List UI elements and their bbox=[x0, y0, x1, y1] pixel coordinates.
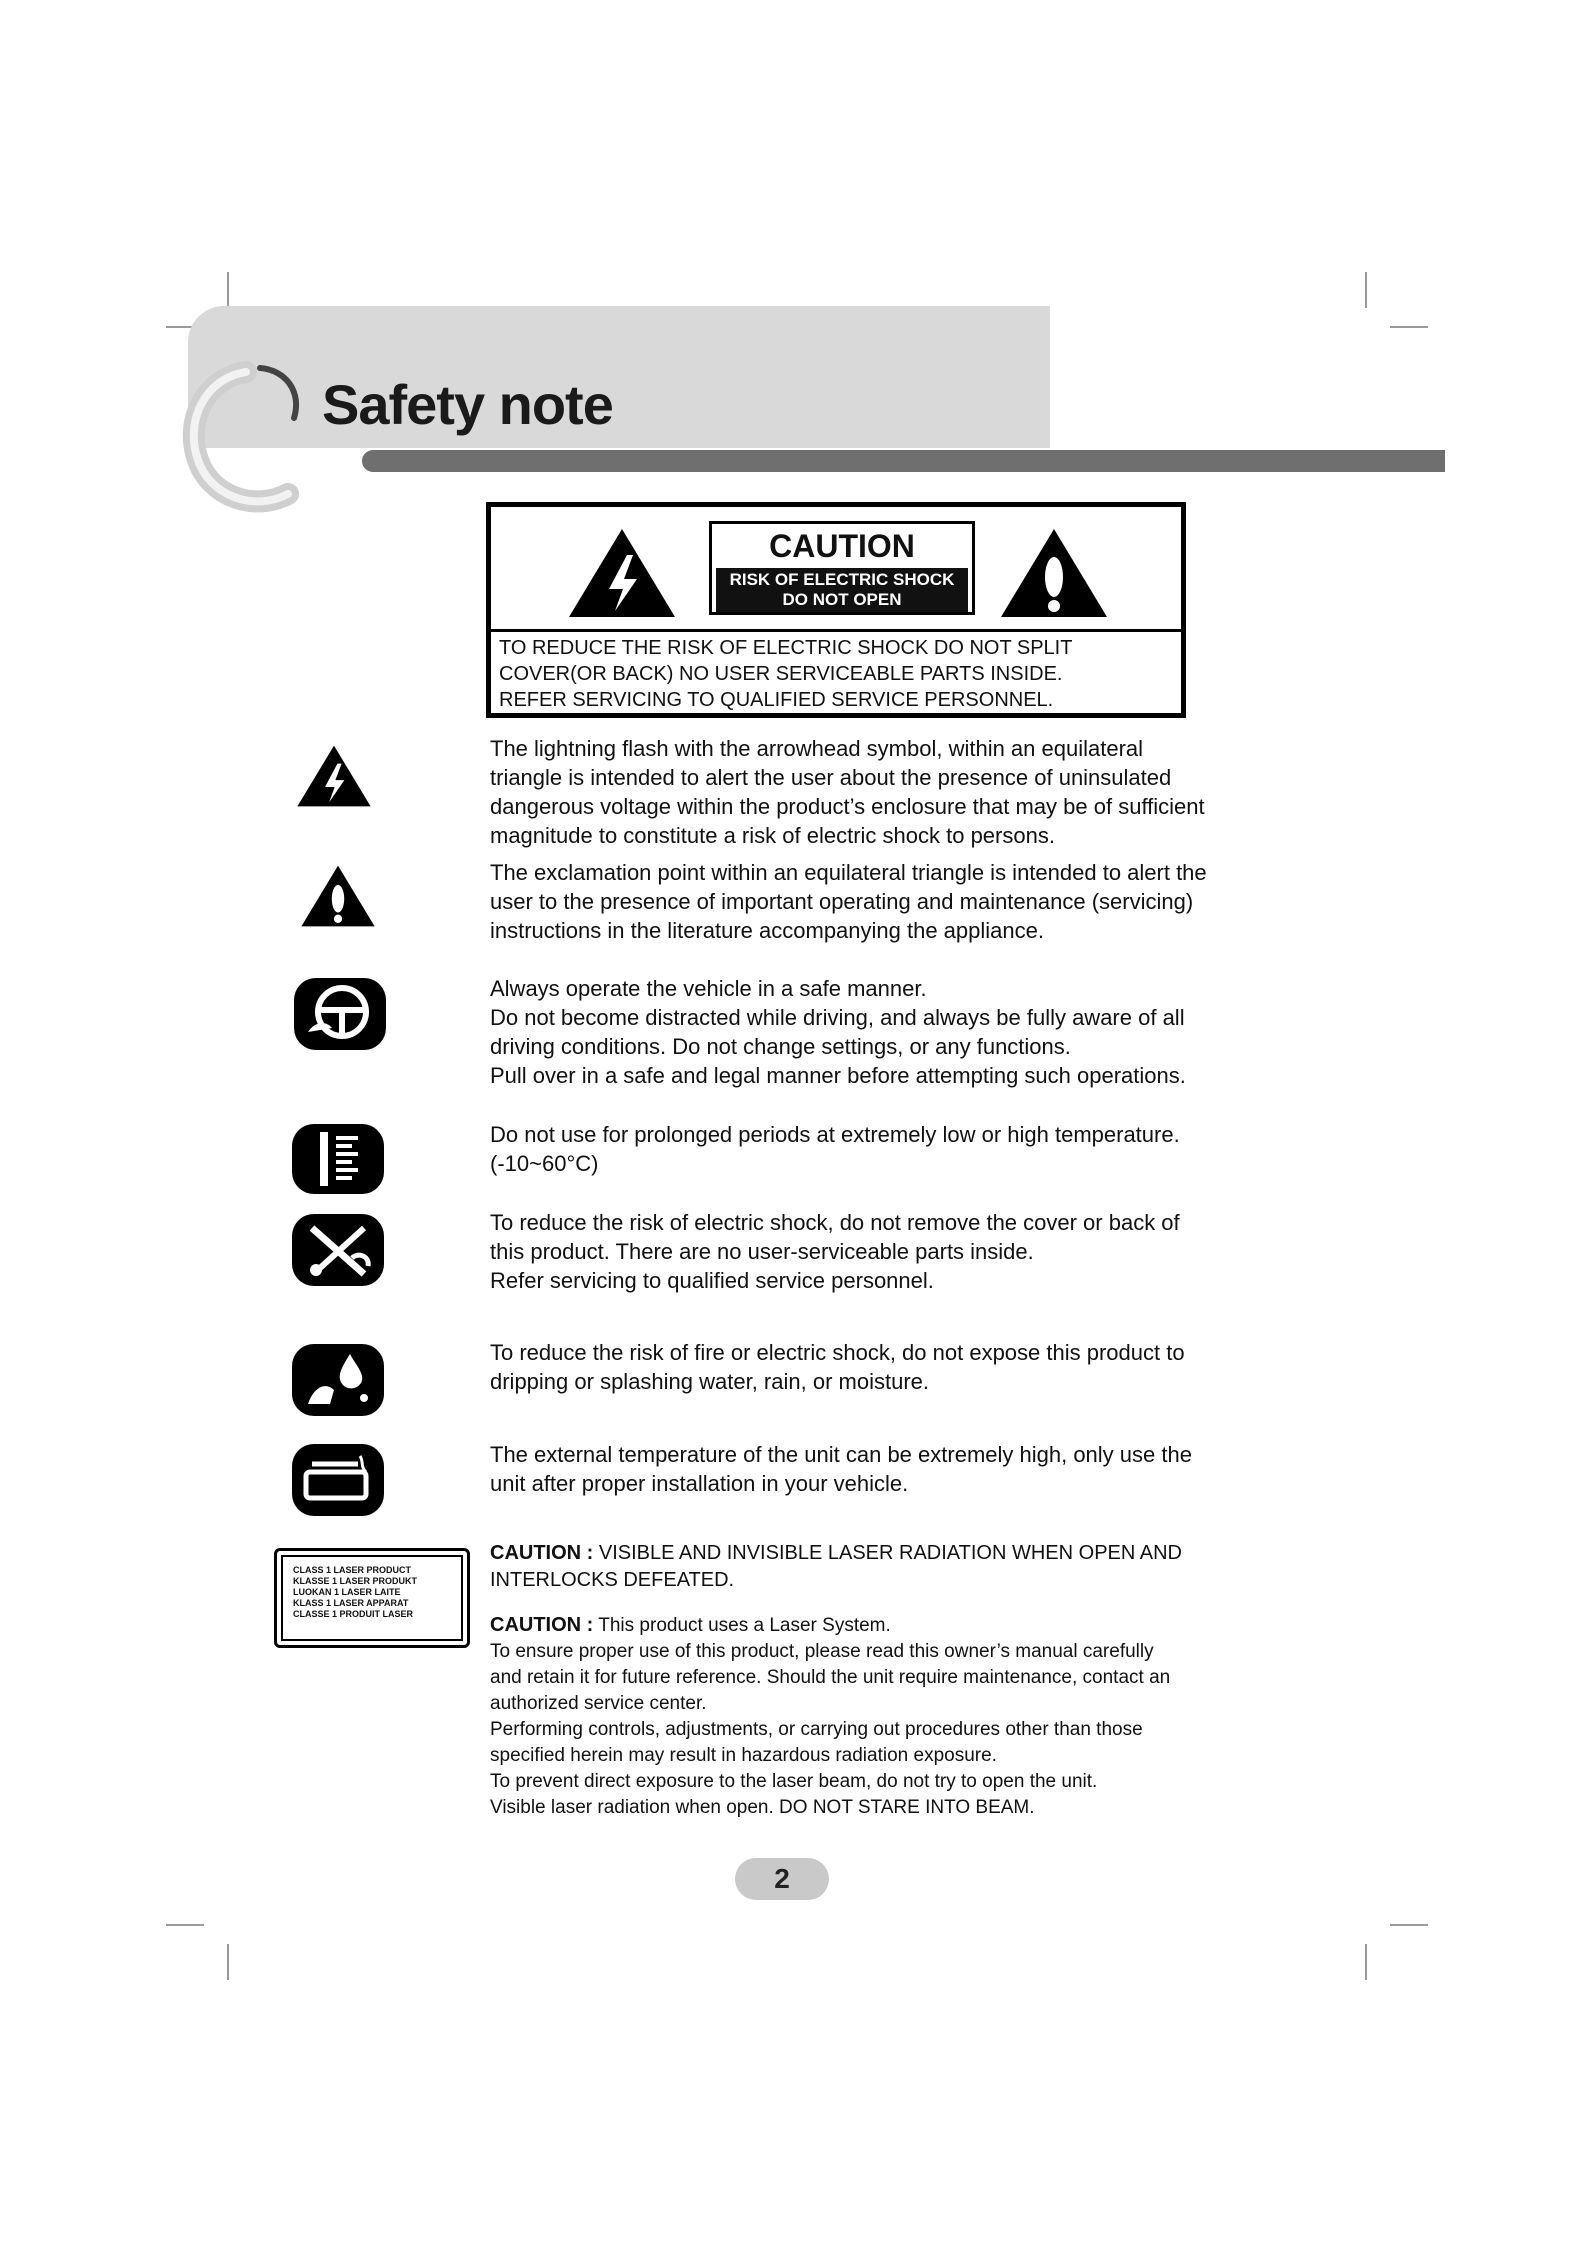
text-line: dripping or splashing water, rain, or moisture. bbox=[490, 1369, 929, 1394]
paragraph-exclamation bbox=[490, 858, 1290, 945]
thermometer-icon bbox=[290, 1122, 386, 1196]
caution-text-line: TO REDUCE THE RISK OF ELECTRIC SHOCK DO NOT SPLIT bbox=[499, 637, 1073, 659]
laser-label-line: KLASSE 1 LASER PRODUKT bbox=[293, 1576, 418, 1586]
text-line bbox=[490, 1540, 1290, 1567]
caution-label bbox=[709, 521, 975, 615]
exclamation-triangle-icon bbox=[300, 862, 376, 930]
text-span: This product uses a Laser System. bbox=[593, 1615, 891, 1636]
text-line: The external temperature of the unit can be extremely high, only use the bbox=[490, 1442, 1192, 1467]
text-line: magnitude to constitute a risk of electric shock to persons. bbox=[490, 823, 1055, 848]
text-span: VISIBLE AND INVISIBLE LASER RADIATION WHEN OPEN AND bbox=[593, 1542, 1182, 1564]
text-line: authorized service center. bbox=[490, 1693, 707, 1714]
paragraph-laser-caution bbox=[490, 1540, 1290, 1594]
header-underline-bar bbox=[362, 450, 1445, 472]
paragraph-driving bbox=[490, 974, 1290, 1090]
caution-prefix: CAUTION : bbox=[490, 1542, 594, 1564]
caution-label-sub bbox=[716, 568, 968, 612]
crop-mark bbox=[1390, 326, 1428, 328]
lightning-triangle-icon bbox=[567, 527, 677, 619]
text-line: To reduce the risk of electric shock, do not remove the cover or back of bbox=[490, 1210, 1180, 1235]
water-drop-hand-icon bbox=[290, 1342, 386, 1418]
text-line: Visible laser radiation when open. DO NOT STARE INTO BEAM. bbox=[490, 1797, 1035, 1818]
paragraph-lightning bbox=[490, 734, 1290, 850]
crop-mark bbox=[227, 272, 229, 308]
hot-unit-icon bbox=[290, 1442, 386, 1518]
caution-label-title: CAUTION bbox=[769, 528, 915, 564]
caution-sub-line: RISK OF ELECTRIC SHOCK bbox=[729, 570, 955, 589]
caution-text-line: REFER SERVICING TO QUALIFIED SERVICE PERSONNEL. bbox=[499, 689, 1054, 711]
paragraph-cover bbox=[490, 1208, 1290, 1295]
text-line: INTERLOCKS DEFEATED. bbox=[490, 1569, 735, 1591]
crop-mark bbox=[1365, 272, 1367, 308]
text-line: The exclamation point within an equilateral triangle is intended to alert the bbox=[490, 860, 1207, 885]
header-curl-icon bbox=[176, 360, 336, 520]
text-line: this product. There are no user-serviceable parts inside. bbox=[490, 1239, 1034, 1264]
laser-label-line: CLASS 1 LASER PRODUCT bbox=[293, 1565, 412, 1575]
crop-mark bbox=[1365, 1944, 1367, 1980]
text-line: triangle is intended to alert the user about the presence of uninsulated bbox=[490, 765, 1172, 790]
text-line: specified herein may result in hazardous radiation exposure. bbox=[490, 1745, 997, 1766]
text-line: user to the presence of important operating and maintenance (servicing) bbox=[490, 889, 1194, 914]
page-title: Safety note bbox=[322, 373, 613, 436]
text-line: (-10~60°C) bbox=[490, 1151, 599, 1176]
caution-box-top bbox=[491, 507, 1181, 632]
caution-box bbox=[486, 502, 1186, 718]
text-line: To ensure proper use of this product, please read this owner’s manual carefully bbox=[490, 1641, 1154, 1662]
exclamation-triangle-icon bbox=[999, 527, 1109, 619]
text-line: unit after proper installation in your vehicle. bbox=[490, 1471, 909, 1496]
text-line bbox=[490, 1612, 1290, 1639]
caution-text-line: COVER(OR BACK) NO USER SERVICEABLE PARTS INSIDE. bbox=[499, 663, 1063, 685]
text-line: To reduce the risk of fire or electric shock, do not expose this product to bbox=[490, 1340, 1185, 1365]
text-line: and retain it for future reference. Should the unit require maintenance, contact an bbox=[490, 1667, 1171, 1688]
lightning-triangle-icon bbox=[296, 742, 372, 810]
paragraph-water bbox=[490, 1338, 1290, 1396]
laser-label-line: KLASS 1 LASER APPARAT bbox=[293, 1598, 409, 1608]
text-line: driving conditions. Do not change settings, or any functions. bbox=[490, 1034, 1071, 1059]
no-disassembly-tools-icon bbox=[290, 1212, 386, 1288]
text-line: Refer servicing to qualified service personnel. bbox=[490, 1268, 934, 1293]
text-line: Do not become distracted while driving, and always be fully aware of all bbox=[490, 1005, 1185, 1030]
text-line: dangerous voltage within the product’s enclosure that may be of sufficient bbox=[490, 794, 1205, 819]
laser-label-line: LUOKAN 1 LASER LAITE bbox=[293, 1587, 401, 1597]
steering-wheel-icon bbox=[292, 976, 388, 1052]
text-line: Always operate the vehicle in a safe manner. bbox=[490, 976, 927, 1001]
paragraph-heat bbox=[490, 1440, 1290, 1498]
text-line: Performing controls, adjustments, or carrying out procedures other than those bbox=[490, 1719, 1143, 1740]
caution-sub-line: DO NOT OPEN bbox=[782, 590, 902, 609]
caution-prefix: CAUTION : bbox=[490, 1614, 594, 1636]
text-line: To prevent direct exposure to the laser beam, do not try to open the unit. bbox=[490, 1771, 1098, 1792]
text-line: Do not use for prolonged periods at extremely low or high temperature. bbox=[490, 1122, 1180, 1147]
text-line: The lightning flash with the arrowhead symbol, within an equilateral bbox=[490, 736, 1144, 761]
text-line: instructions in the literature accompanying the appliance. bbox=[490, 918, 1044, 943]
laser-class-label-inner bbox=[281, 1555, 463, 1641]
page-number: 2 bbox=[735, 1858, 829, 1900]
caution-box-text bbox=[499, 635, 1173, 713]
crop-mark bbox=[166, 1924, 204, 1926]
crop-mark bbox=[227, 1944, 229, 1980]
laser-label-line: CLASSE 1 PRODUIT LASER bbox=[293, 1609, 414, 1619]
laser-class-label bbox=[274, 1548, 470, 1648]
paragraph-temperature bbox=[490, 1120, 1290, 1178]
paragraph-laser-system bbox=[490, 1612, 1290, 1821]
crop-mark bbox=[1390, 1924, 1428, 1926]
text-line: Pull over in a safe and legal manner before attempting such operations. bbox=[490, 1063, 1186, 1088]
